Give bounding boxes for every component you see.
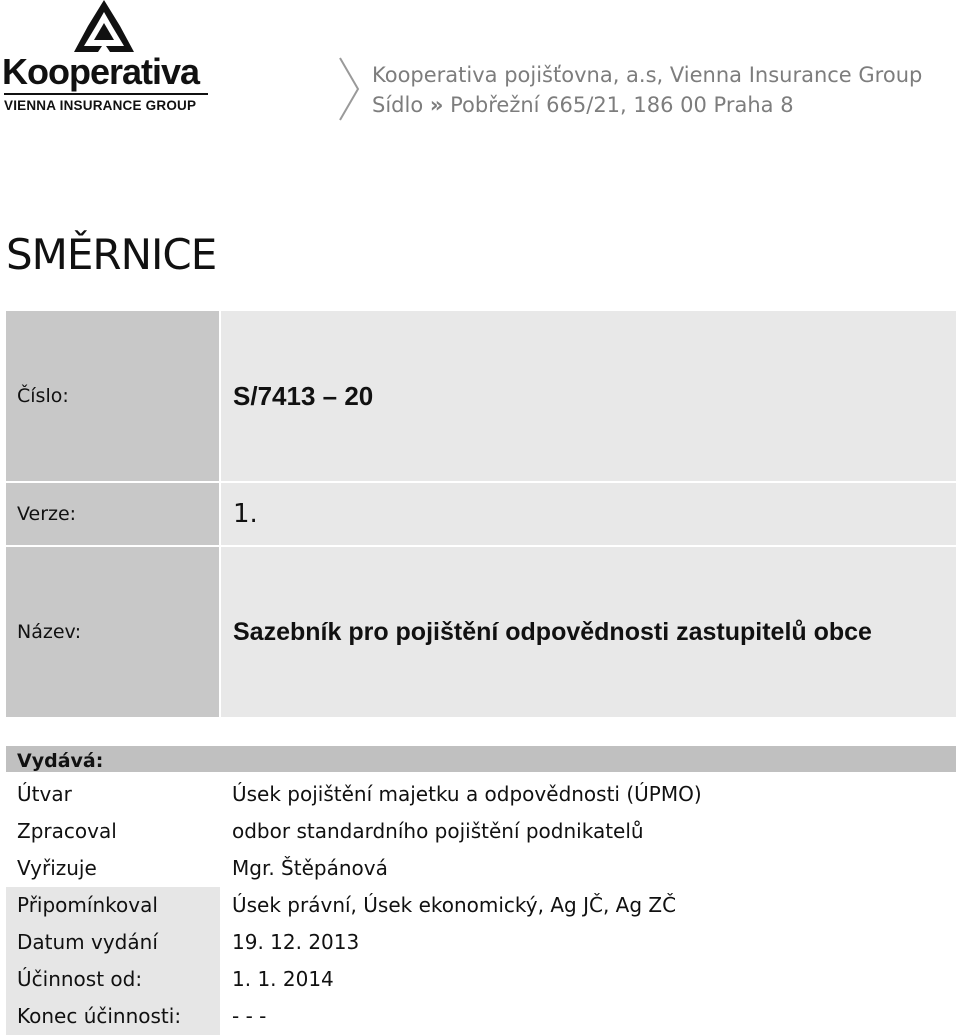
issuer-row-label: Připomínkoval bbox=[6, 887, 220, 924]
company-logo bbox=[0, 0, 215, 120]
name-value-cell bbox=[220, 547, 956, 717]
issuer-row-label: Útvar bbox=[17, 782, 72, 806]
issuer-table bbox=[6, 776, 956, 1035]
issuer-row-label: Zpracoval bbox=[17, 819, 117, 843]
issuer-row-label: Konec účinnosti: bbox=[6, 998, 220, 1035]
metadata-table bbox=[6, 311, 956, 717]
issuer-row bbox=[6, 776, 956, 813]
issuer-row-label: Datum vydání bbox=[6, 924, 220, 961]
issuer-row bbox=[6, 813, 956, 850]
issuer-row bbox=[6, 850, 956, 887]
issuer-row-value: Mgr. Štěpánová bbox=[232, 856, 388, 880]
issuer-row-value: 1. 1. 2014 bbox=[232, 967, 334, 991]
issuer-row bbox=[6, 961, 956, 998]
name-row bbox=[6, 547, 956, 717]
issuer-row-value: odbor standardního pojištění podnikatelů bbox=[232, 819, 644, 843]
chevron-right-icon bbox=[338, 56, 360, 122]
address-value: Pobřežní 665/21, 186 00 Praha 8 bbox=[450, 93, 794, 117]
issuer-row-value: Úsek pojištění majetku a odpovědnosti (ÚPMO) bbox=[232, 782, 702, 806]
issuer-row bbox=[6, 998, 956, 1035]
number-label: Číslo: bbox=[6, 311, 220, 481]
number-value-cell bbox=[220, 311, 956, 481]
name-value: Sazebník pro pojištění odpovědnosti zastupitelů obce bbox=[233, 617, 872, 646]
issuer-row-value: Úsek právní, Úsek ekonomický, Ag JČ, Ag ZČ bbox=[232, 893, 677, 917]
number-row bbox=[6, 311, 956, 481]
issuer-heading: Vydává: bbox=[6, 746, 956, 772]
issuer-row-label: Vyřizuje bbox=[17, 856, 97, 880]
kooperativa-logo-icon bbox=[72, 0, 136, 52]
issuer-row-value: - - - bbox=[232, 1004, 267, 1028]
name-label: Název: bbox=[6, 547, 220, 717]
logo-divider bbox=[4, 93, 208, 95]
address-arrow: » bbox=[429, 93, 444, 117]
company-info bbox=[372, 60, 922, 120]
document-title: SMĚRNICE bbox=[6, 230, 217, 279]
issuer-row bbox=[6, 887, 956, 924]
issuer-row-label: Účinnost od: bbox=[6, 961, 220, 998]
version-row bbox=[6, 483, 956, 545]
issuer-row bbox=[6, 924, 956, 961]
company-name: Kooperativa pojišťovna, a.s, Vienna Insurance Group bbox=[372, 63, 923, 87]
issuer-row-value: 19. 12. 2013 bbox=[232, 930, 360, 954]
company-address bbox=[372, 90, 922, 120]
version-label: Verze: bbox=[6, 483, 220, 545]
version-value: 1. bbox=[233, 499, 258, 529]
address-prefix: Sídlo bbox=[372, 93, 424, 117]
logo-wordmark: Kooperativa bbox=[2, 51, 200, 92]
logo-subtitle: VIENNA INSURANCE GROUP bbox=[4, 98, 197, 113]
version-value-cell bbox=[220, 483, 956, 545]
number-value: S/7413 – 20 bbox=[233, 380, 374, 411]
